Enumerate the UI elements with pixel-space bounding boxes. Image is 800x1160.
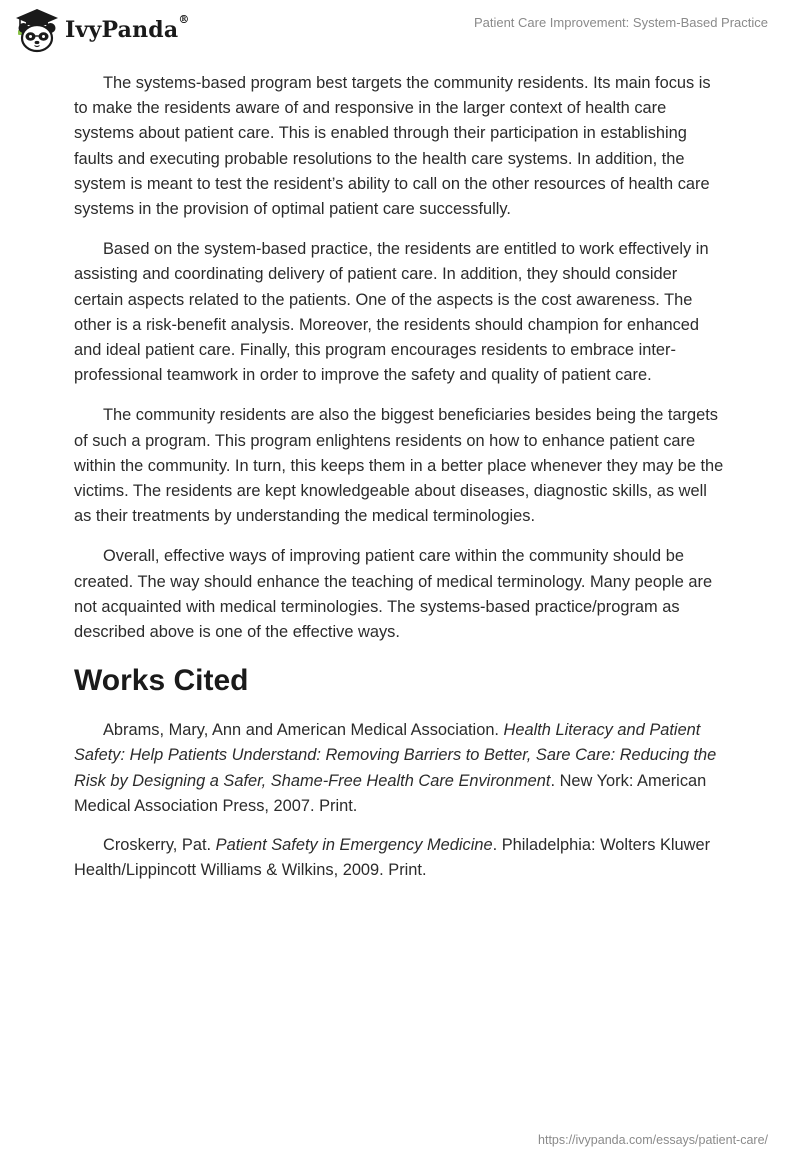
citation-entry [74, 833, 726, 883]
running-title: Patient Care Improvement: System-Based Practice [473, 15, 768, 30]
body-paragraph: Based on the system-based practice, the residents are entitled to work effectively in assisting and coordinating delivery of patient care. In addition, they should consider certain aspects related to the patients. One of the aspects is the cost awareness. The other is a risk-benefit analysis. Moreover, the residents should champion for enhanced and ideal patient care. Finally, this program encourages residents to embrace inter-professional teamwork in order to improve the safety and quality of patient care. [74, 240, 709, 385]
citation-publication: . New York: American Medical Association Press, 2007. Print. [74, 771, 707, 815]
body-paragraph: The systems-based program best targets the community residents. Its main focus is to make the residents aware of and responsive in the larger context of health care systems about patient care. This is enabled through their participation in establishing faults and executing probable resolutions to the health care systems. In addition, the system is meant to test the resident’s ability to call on the other resources of health care systems in the provision of optimal patient care successfully. [74, 74, 711, 219]
citation-publication: . Philadelphia: Wolters Kluwer Health/Lippincott Williams & Wilkins, 2009. Print. [74, 836, 711, 880]
ivypanda-logo[interactable] [14, 7, 190, 53]
citation-authors: Croskerry, Pat. [103, 836, 212, 855]
citation-authors: Abrams, Mary, Ann and American Medical Association. [103, 721, 499, 740]
body-paragraph: The community residents are also the biggest beneficiaries besides being the targets of such a program. This program enlightens residents on how to enhance patient care within the community. In turn, this keeps them in a better place whenever they may be the victims. The residents are kept knowledgeable about diseases, diagnostic skills, as well as their treatments by understanding the medical terminologies. [74, 406, 724, 526]
panda-mascot-icon [14, 7, 60, 53]
citation-title: Patient Safety in Emergency Medicine [215, 836, 493, 855]
brand-name: IvyPanda® [65, 13, 190, 43]
page-header [0, 0, 800, 60]
citation-entry [74, 718, 726, 819]
citation-title: Health Literacy and Patient Safety: Help Patients Understand: Removing Barriers to Better, Sare Care: Reducing the Risk by Designing a Safer, Shame-Free Health Care Environment [74, 721, 717, 790]
works-cited-heading: Works Cited [74, 664, 249, 698]
registered-mark: ® [178, 13, 190, 26]
body-paragraph: Overall, effective ways of improving patient care within the community should be created. The way should enhance the teaching of medical terminology. Many people are not acquainted with medical terminologies. The systems-based practice/program as described above is one of the effective ways. [74, 547, 713, 642]
source-url-link[interactable]: https://ivypanda.com/essays/patient-care/ [538, 1133, 768, 1147]
essay-body [74, 71, 726, 897]
